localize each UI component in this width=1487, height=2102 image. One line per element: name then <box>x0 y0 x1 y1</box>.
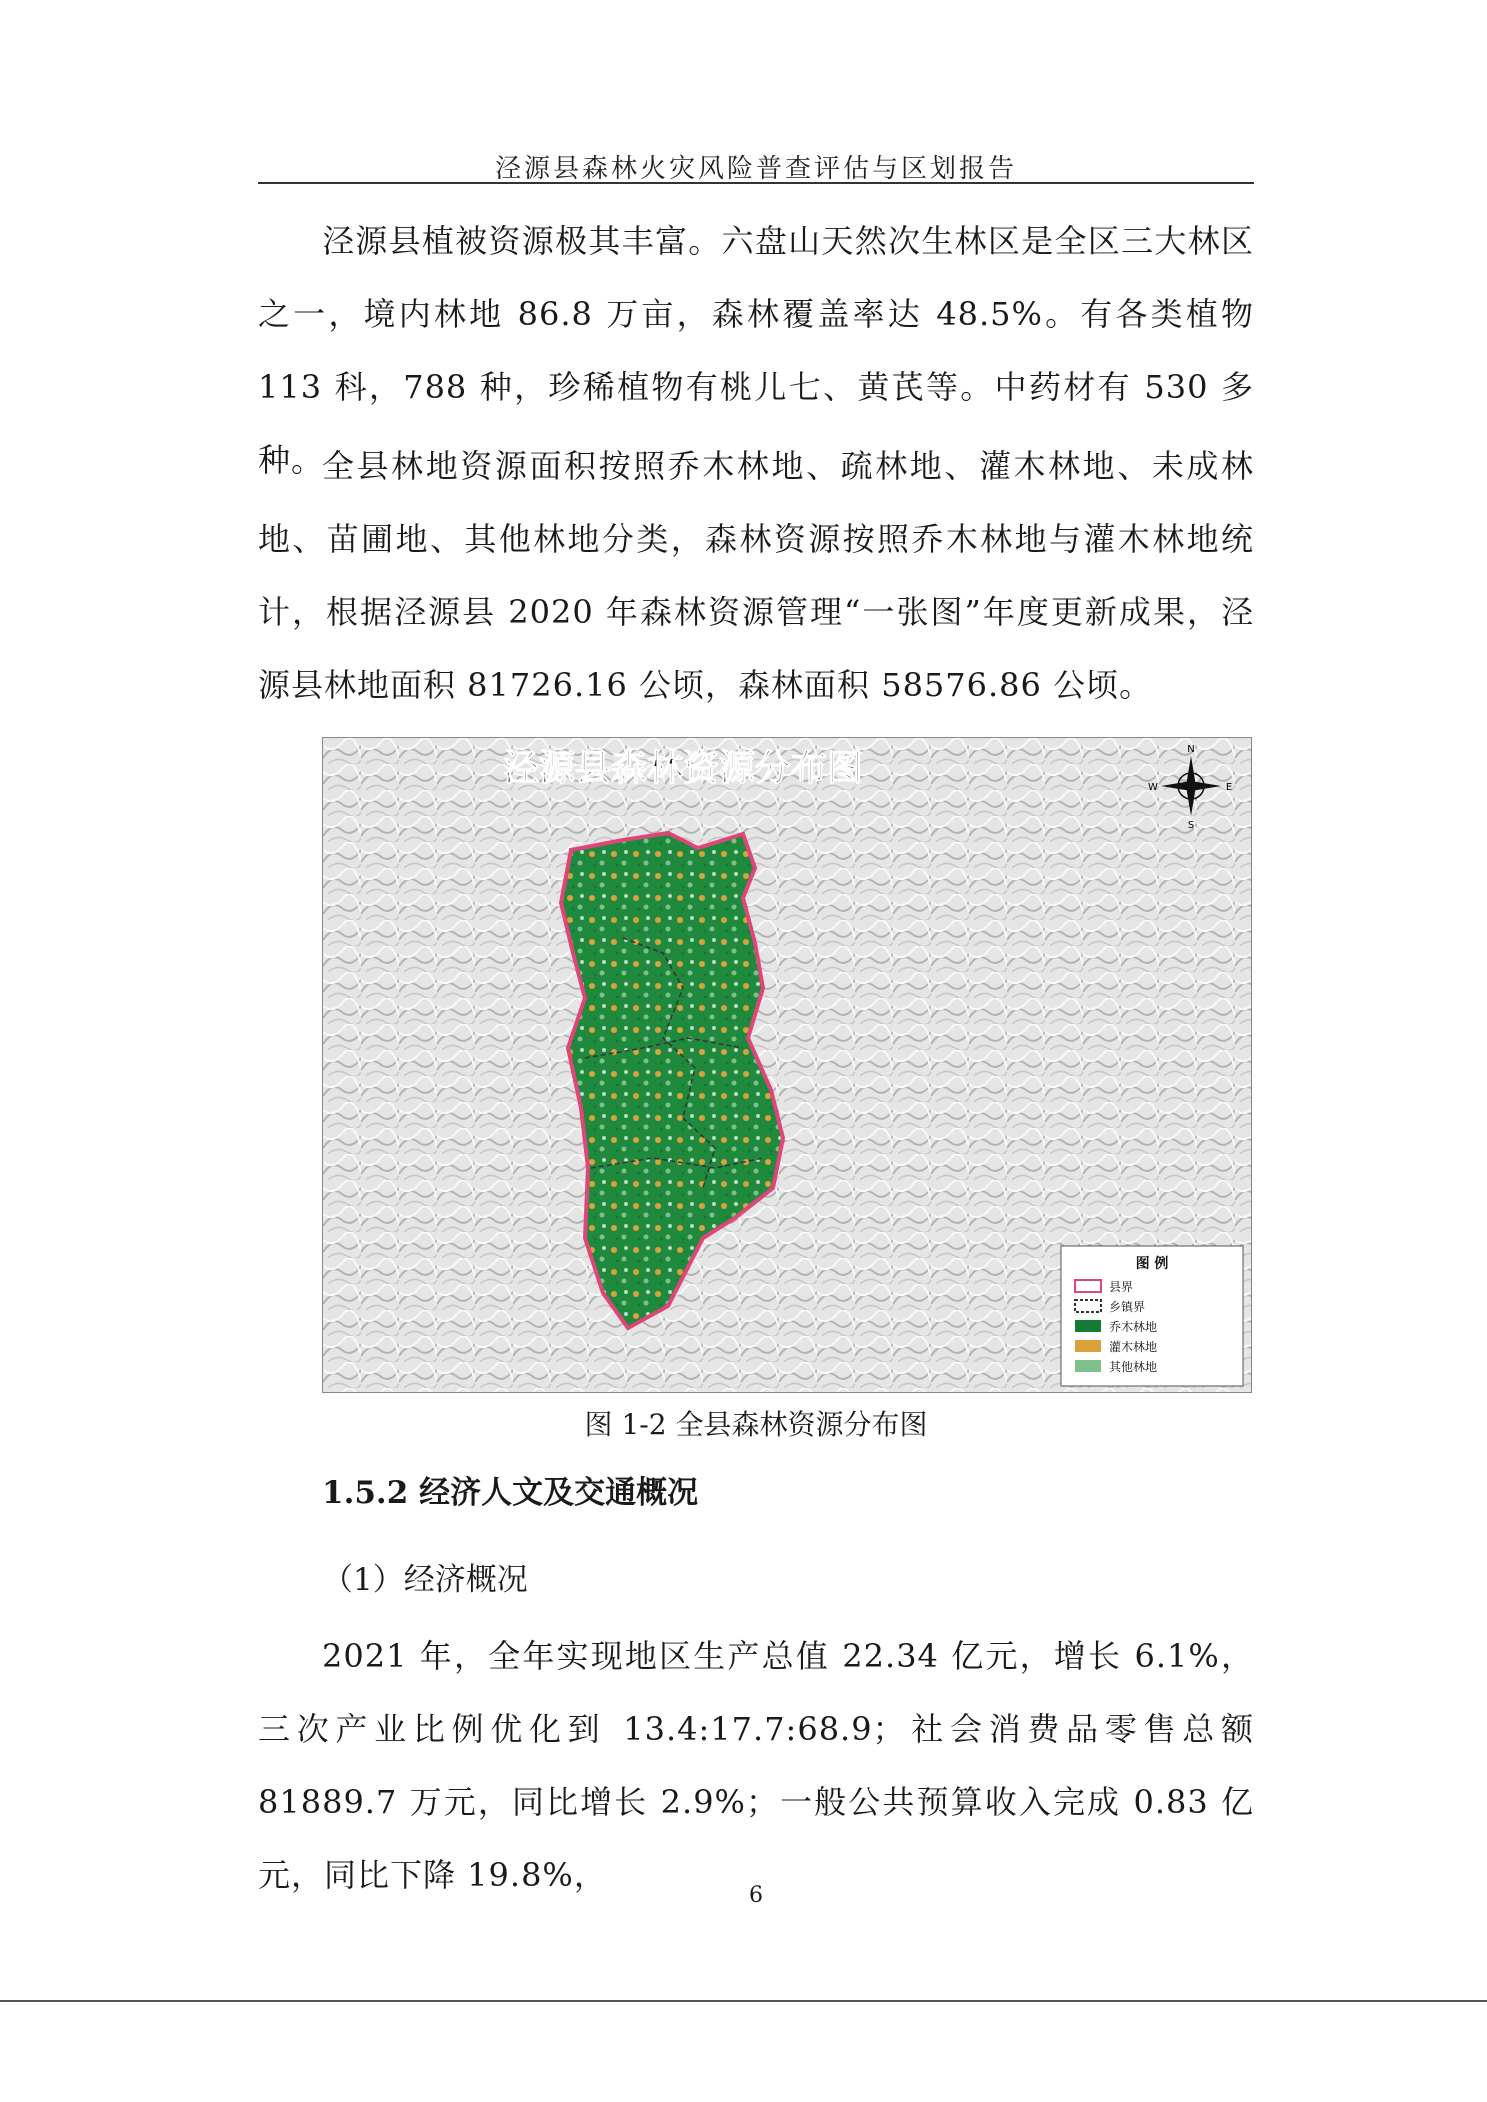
legend-swatch-3 <box>1075 1340 1101 1352</box>
forest-distribution-map <box>322 737 1252 1393</box>
subsection-heading: （1）经济概况 <box>322 1562 528 1598</box>
paragraph-forest-area: 全县林地资源面积按照乔木林地、疏林地、灌木林地、未成林地、苗圃地、其他林地分类，森林资源按照乔木林地与灌木林地统计，根据泾源县 2020 年森林资源管理“一张图”年度更新成果，泾源县林地面积 81726.16 公顷，森林面积 58576.86 公顷。 <box>258 447 1254 704</box>
legend-swatch-4 <box>1075 1360 1101 1372</box>
legend-swatch-1 <box>1075 1300 1101 1312</box>
legend-label-0: 县界 <box>1109 1280 1134 1294</box>
svg-text:S: S <box>1187 820 1195 831</box>
svg-text:N: N <box>1187 744 1195 755</box>
paragraph-vegetation: 泾源县植被资源极其丰富。六盘山天然次生林区是全区三大林区之一，境内林地 86.8 万亩，森林覆盖率达 48.5%。有各类植物 113 科，788 种，珍稀植物有桃儿七、黄芪等。中药材有 530 多种。 <box>258 222 1254 479</box>
map-legend <box>1061 1246 1243 1386</box>
section-heading: 1.5.2 经济人文及交通概况 <box>322 1475 699 1511</box>
footer-divider <box>0 2000 1487 2002</box>
legend-label-4: 其他林地 <box>1109 1360 1158 1374</box>
header-divider <box>258 182 1254 184</box>
legend-label-3: 灌木林地 <box>1109 1340 1158 1354</box>
page-number: 6 <box>749 1883 763 1908</box>
map-title: 泾源县森林资源分布图 <box>502 747 864 789</box>
svg-text:E: E <box>1225 782 1233 793</box>
page-header: 泾源县森林火灾风险普查评估与区划报告 <box>494 154 1017 184</box>
svg-text:W: W <box>1148 782 1158 793</box>
legend-label-1: 乡镇界 <box>1109 1300 1146 1314</box>
legend-title: 图 例 <box>1135 1256 1169 1272</box>
figure-caption: 图 1-2 全县森林资源分布图 <box>584 1408 928 1441</box>
legend-swatch-0 <box>1075 1280 1101 1292</box>
paragraph-economy: 2021 年，全年实现地区生产总值 22.34 亿元，增长 6.1%，三次产业比例优化到 13.4:17.7:68.9；社会消费品零售总额 81889.7 万元，同比增长 2.9%；一般公共预算收入完成 0.83 亿元，同比下降 19.8%， <box>258 1637 1254 1894</box>
map-svg <box>323 738 1251 1392</box>
legend-label-2: 乔木林地 <box>1109 1320 1158 1334</box>
legend-swatch-2 <box>1075 1320 1101 1332</box>
